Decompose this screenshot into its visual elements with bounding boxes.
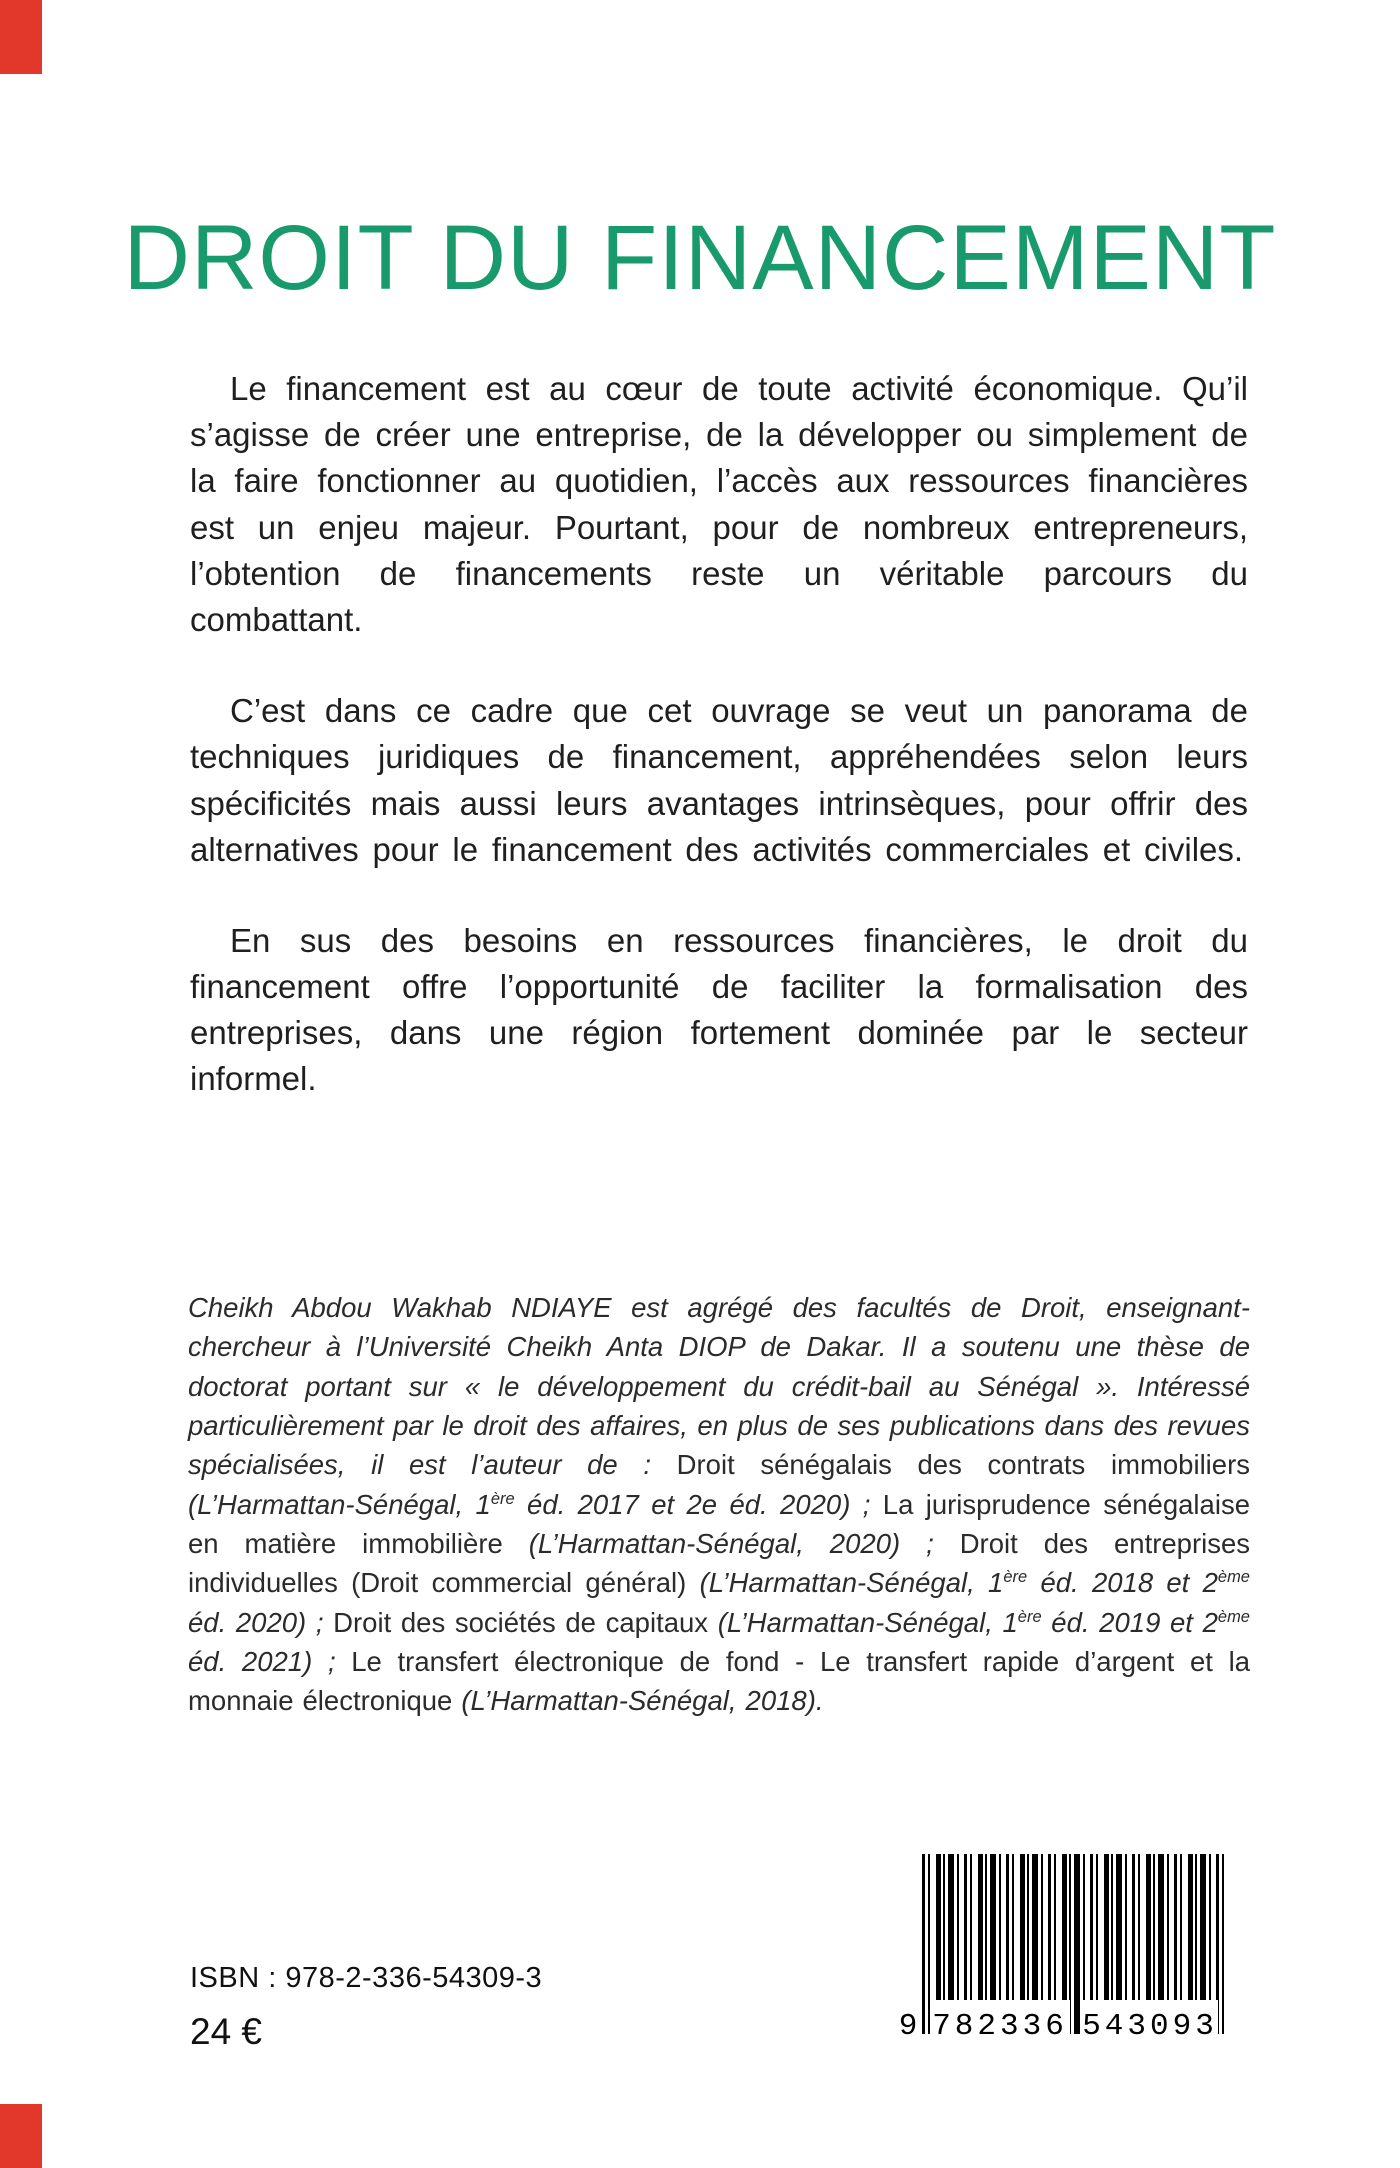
summary-paragraph: En sus des besoins en ressources financières, le droit du financement offre l’opportunité de faciliter la formalisation des entreprises, dans une région fortement dominée par le secteur informel. — [190, 921, 1248, 1098]
spine-red-mark-top — [0, 0, 42, 74]
bio-superscript: ère — [1017, 1607, 1042, 1626]
bio-segment: (L’Harmattan-Sénégal, 1 — [188, 1488, 491, 1520]
bio-superscript: ème — [1217, 1568, 1250, 1587]
bio-segment: éd. 2021) ; — [188, 1645, 352, 1677]
barcode-digit-group-1: 782336 — [930, 2000, 1070, 2046]
book-work-title: Droit sénégalais des contrats immobiliers — [676, 1449, 1250, 1481]
summary-paragraph: Le financement est au cœur de toute activité économique. Qu’il s’agisse de créer une entreprise, de la développer ou simplement de la faire fonctionner au quotidien, l’accès aux ressources financières est un enjeu majeur. Pourtant, pour de nombreux entrepreneurs, l’obtention de financements reste un véritable parcours du combattant. — [190, 370, 1248, 638]
bio-segment: (L’Harmattan-Sénégal, 2020) ; — [528, 1527, 960, 1559]
bio-superscript: ème — [1217, 1607, 1250, 1626]
author-name: Cheikh Abdou Wakhab NDIAYE — [188, 1292, 612, 1323]
bio-segment: éd. 2018 et 2 — [1027, 1567, 1218, 1599]
bio-segment: est agrégé des facultés de Droit, enseignant-chercheur à l’Université Cheikh Anta DIOP de Dakar. Il a soutenu une thèse de doctorat portant sur « le développement du crédit-bail au Sénégal ». Intéressé particulièrement par le droit des affaires, en plus de ses publications dans des revues spécialisées, il est l’auteur de : — [188, 1292, 1250, 1481]
bio-superscript: ère — [490, 1489, 515, 1508]
book-work-title: Le transfert électronique de fond - Le transfert rapide d’argent et la monnaie électronique — [188, 1645, 1250, 1717]
bio-segment: (L’Harmattan-Sénégal, 1 — [699, 1567, 1004, 1599]
book-work-title: Droit des entreprises individuelles (Droit commercial général) — [188, 1527, 1251, 1599]
book-work-title: Droit des sociétés de capitaux — [333, 1606, 718, 1638]
isbn-text: ISBN : 978-2-336-54309-3 — [190, 1962, 543, 1994]
back-cover-summary — [190, 366, 1248, 1148]
bio-segment: éd. 2019 et 2 — [1041, 1606, 1218, 1638]
isbn-barcode — [896, 1852, 1226, 2046]
bio-segment: éd. 2020) ; — [188, 1606, 334, 1638]
spine-red-mark-bottom — [0, 2104, 42, 2168]
isbn-price-block — [190, 1962, 542, 2053]
bio-segment: éd. 2017 et 2e éd. 2020) ; — [514, 1488, 883, 1520]
bio-segment: (L’Harmattan-Sénégal, 2018). — [461, 1685, 824, 1717]
bio-segment: (L’Harmattan-Sénégal, 1 — [717, 1606, 1018, 1638]
summary-paragraph: C’est dans ce cadre que cet ouvrage se veut un panorama de techniques juridiques de financement, appréhendées selon leurs spécificités mais aussi leurs avantages intrinsèques, pour offrir des alternatives pour le financement des activités commerciales et civiles. — [190, 692, 1248, 868]
book-work-title: La jurisprudence sénégalaise en matière immobilière — [188, 1488, 1250, 1559]
barcode-lead-digit: 9 — [896, 2000, 920, 2046]
bio-superscript: ère — [1003, 1568, 1028, 1587]
price-text: 24 € — [190, 2011, 263, 2052]
author-bio — [188, 1288, 1250, 1720]
book-title: DROIT DU FINANCEMENT — [123, 206, 1277, 309]
barcode-digit-group-2: 543093 — [1082, 2000, 1218, 2046]
